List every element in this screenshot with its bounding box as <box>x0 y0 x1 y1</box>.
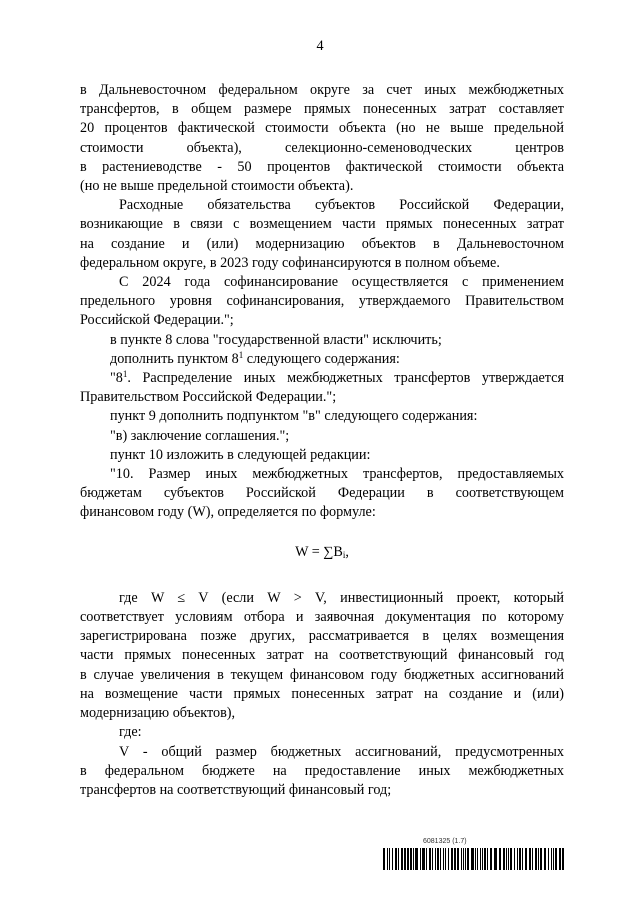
text-line: федеральном округе, в 2023 году софинансируются в полном объеме. <box>80 254 500 271</box>
barcode-label: 6081325 (1.7) <box>423 838 467 845</box>
barcode-bar <box>503 848 505 870</box>
barcode-bar <box>395 848 397 870</box>
barcode-bar <box>389 848 390 870</box>
barcode-bar <box>463 848 464 870</box>
barcode-bar <box>494 848 497 870</box>
barcode-bar <box>392 848 393 870</box>
text-line: 20 процентов фактической стоимости объекта (но не выше предельной <box>80 120 564 137</box>
barcode-bar <box>454 848 456 870</box>
barcode-bar <box>514 848 515 870</box>
barcode-bar <box>413 848 414 870</box>
barcode-bar <box>499 848 501 870</box>
barcode-bar <box>553 848 554 870</box>
barcode-bar <box>429 848 431 870</box>
barcode-bar <box>404 848 406 870</box>
text-line: "$8^1$. Распределение иных межбюджетных трансфертов утверждается <box>110 369 564 387</box>
text-line: модернизацию объектов), <box>80 705 236 722</box>
text-line: пункт 9 дополнить подпунктом "в" следующего содержания: <box>110 408 478 425</box>
barcode-bar <box>529 848 531 870</box>
barcode-bar <box>407 848 409 870</box>
barcode-bar <box>467 848 469 870</box>
barcode-bars <box>383 848 565 870</box>
barcode-bar <box>448 848 449 870</box>
barcode-bar <box>457 848 459 870</box>
barcode-bar <box>426 848 427 870</box>
barcode-bar <box>398 848 399 870</box>
barcode-bar <box>410 848 412 870</box>
barcode-bar <box>475 848 476 870</box>
barcode-bar <box>559 848 561 870</box>
text-line: соответствует условиям отбора и заявочная документация по которому <box>80 609 564 626</box>
text-line: возникающие в связи с возмещением части прямых понесенных затрат <box>80 216 564 233</box>
barcode-bar <box>510 848 512 870</box>
barcode-bar <box>477 848 478 870</box>
barcode-bar <box>401 848 403 870</box>
barcode-bar <box>445 848 446 870</box>
text-line: Правительством Российской Федерации."; <box>80 389 337 406</box>
text-block-1 <box>80 81 564 523</box>
text-line: части прямых понесенных затрат на соответствующий финансовый год <box>80 647 564 664</box>
barcode-bar <box>519 848 521 870</box>
barcode-bar <box>484 848 486 870</box>
barcode-bar <box>551 848 552 870</box>
barcode-bar <box>535 848 537 870</box>
text-line: где W ≤ V (если W > V, инвестиционный проект, который <box>119 589 564 606</box>
text-line: бюджетам субъектов Российской Федерации в соответствующем <box>80 485 564 502</box>
text-line: предельного уровня софинансирования, утверждаемого Правительством <box>80 293 564 310</box>
barcode-bar <box>544 848 546 870</box>
barcode-bar <box>490 848 492 870</box>
text-line: стоимости объекта), селекционно-семеноводческих центров <box>80 139 564 156</box>
text-line: в пункте 8 слова "государственной власти" исключить; <box>110 331 442 348</box>
barcode-bar <box>422 848 425 870</box>
barcode-bar <box>443 848 444 870</box>
barcode-bar <box>482 848 483 870</box>
barcode <box>383 838 565 872</box>
text-line: (но не выше предельной стоимости объекта). <box>80 178 354 195</box>
document-body <box>80 81 564 800</box>
text-line: С 2024 года софинансирование осуществляется с применением <box>119 274 564 291</box>
text-line: финансовом году (W), определяется по формуле: <box>80 504 376 521</box>
barcode-bar <box>548 848 549 870</box>
barcode-bar <box>465 848 466 870</box>
text-line: пункт 10 изложить в следующей редакции: <box>110 446 371 463</box>
barcode-bar <box>538 848 539 870</box>
text-line: где: <box>119 724 142 741</box>
barcode-bar <box>420 848 421 870</box>
text-line: "10. Размер иных межбюджетных трансфертов, предоставляемых <box>110 466 564 483</box>
barcode-bar <box>522 848 523 870</box>
barcode-bar <box>387 848 388 870</box>
text-line: V - общий размер бюджетных ассигнований, предусмотренных <box>119 743 564 760</box>
barcode-bar <box>525 848 527 870</box>
text-line: трансфертов, в общем размере прямых понесенных затрат составляет <box>80 101 564 118</box>
text-line: на создание и (или) модернизацию объектов в Дальневосточном <box>80 235 564 252</box>
barcode-bar <box>471 848 474 870</box>
barcode-bar <box>517 848 518 870</box>
text-line: "в) заключение соглашения."; <box>110 427 290 444</box>
text-line: в случае увеличения в текущем финансовом году бюджетных ассигнований <box>80 666 564 683</box>
text-line: на возмещение части прямых понесенных затрат на создание и (или) <box>80 685 564 702</box>
barcode-bar <box>415 848 418 870</box>
barcode-bar <box>540 848 542 870</box>
barcode-bar <box>487 848 488 870</box>
barcode-bar <box>451 848 453 870</box>
barcode-bar <box>562 848 564 870</box>
barcode-bar <box>506 848 507 870</box>
text-line: в растениеводстве - 50 процентов фактической стоимости объекта <box>80 158 564 175</box>
text-line: Российской Федерации."; <box>80 312 234 329</box>
text-line: дополнить пунктом $8^1$ следующего содержания: <box>110 349 400 367</box>
text-block-2 <box>80 589 564 800</box>
text-line: трансфертов на соответствующий финансовый год; <box>80 781 392 798</box>
formula: $W = \sum B_i$, <box>295 543 349 560</box>
text-line: Расходные обязательства субъектов Российской Федерации, <box>119 197 564 214</box>
barcode-bar <box>532 848 533 870</box>
barcode-bar <box>508 848 509 870</box>
barcode-bar <box>383 848 385 870</box>
barcode-bar <box>437 848 439 870</box>
barcode-bar <box>432 848 433 870</box>
barcode-bar <box>440 848 441 870</box>
text-line: зарегистрирована позже других, рассматривается в целях возмещения <box>80 628 564 645</box>
barcode-bar <box>480 848 481 870</box>
barcode-bar <box>435 848 436 870</box>
text-line: в федеральном бюджете на предоставление иных межбюджетных <box>80 762 564 779</box>
page-number: 4 <box>316 38 324 54</box>
barcode-bar <box>555 848 557 870</box>
barcode-bar <box>461 848 462 870</box>
text-line: в Дальневосточном федеральном округе за счет иных межбюджетных <box>80 82 564 98</box>
